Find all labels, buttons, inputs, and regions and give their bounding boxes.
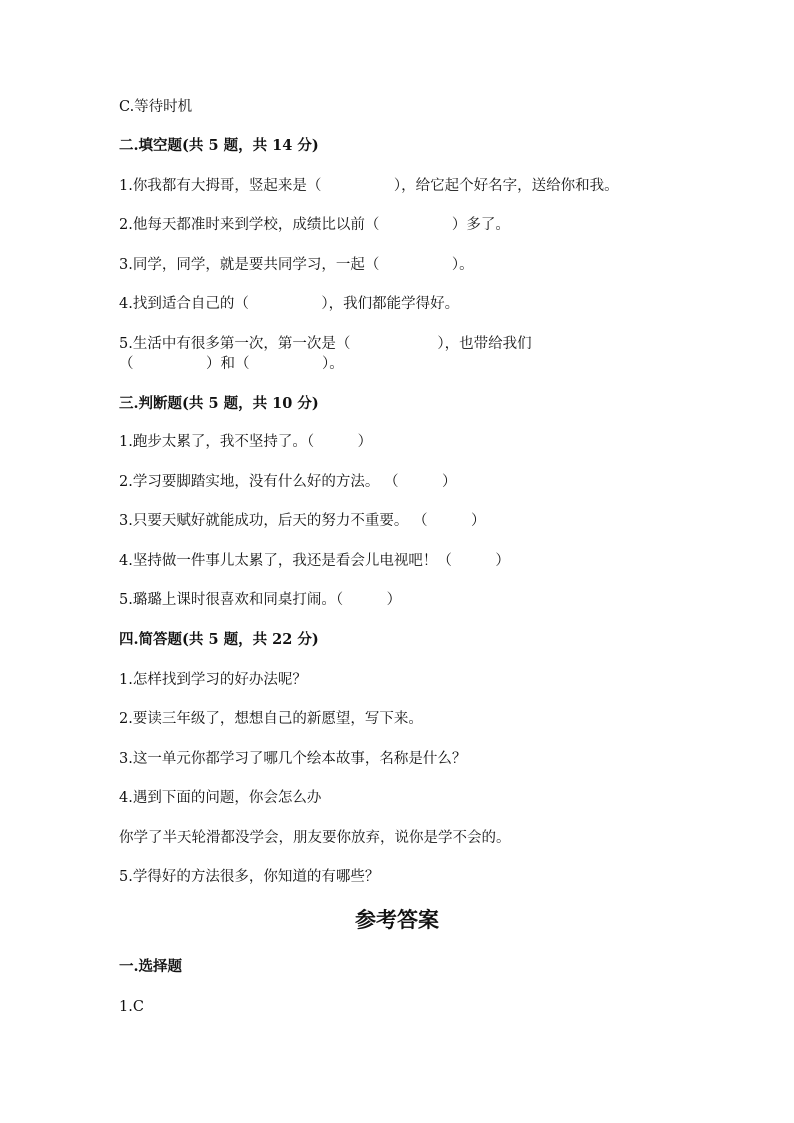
true-false-item: 5.璐璐上课时很喜欢和同桌打闹。（ ）	[119, 592, 402, 608]
short-answer-item: 1.怎样找到学习的好办法呢？	[119, 672, 307, 688]
short-answer-item: 3.这一单元你都学习了哪几个绘本故事，名称是什么？	[119, 751, 467, 767]
fill-blank-item: 3.同学，同学，就是要共同学习，一起（ ）。	[119, 257, 474, 273]
short-answer-item: 2.要读三年级了，想想自己的新愿望，写下来。	[119, 711, 423, 727]
prev-option-line: C.等待时机	[119, 99, 193, 115]
true-false-item: 2.学习要脚踏实地，没有什么好的方法。 （ ）	[119, 474, 457, 490]
section-heading-short-answer: 四.简答题(共 5 题，共 22 分)	[119, 631, 319, 648]
fill-blank-item: 5.生活中有很多第一次，第一次是（ ），也带给我们	[119, 336, 532, 352]
short-answer-item: 5.学得好的方法很多，你知道的有哪些？	[119, 869, 380, 885]
answers-title: 参考答案	[355, 907, 439, 932]
section-heading-fill-blank: 二.填空题(共 5 题，共 14 分)	[119, 137, 319, 154]
true-false-item: 3.只要天赋好就能成功，后天的努力不重要。 （ ）	[119, 513, 486, 529]
short-answer-item: 4.遇到下面的问题，你会怎么办	[119, 790, 322, 806]
answer-item: 1.C	[119, 999, 144, 1015]
true-false-item: 4.坚持做一件事儿太累了，我还是看会儿电视吧！（ ）	[119, 553, 510, 569]
fill-blank-item: 2.他每天都准时来到学校，成绩比以前（ ）多了。	[119, 217, 510, 233]
short-answer-item: 你学了半天轮滑都没学会，朋友要你放弃，说你是学不会的。	[119, 830, 511, 846]
true-false-item: 1.跑步太累了，我不坚持了。（ ）	[119, 434, 373, 450]
fill-blank-item: 1.你我都有大拇哥，竖起来是（ ），给它起个好名字，送给你和我。	[119, 178, 619, 194]
fill-blank-item: 4.找到适合自己的（ ），我们都能学得好。	[119, 296, 460, 312]
section-heading-true-false: 三.判断题(共 5 题，共 10 分)	[119, 395, 319, 412]
section-heading-answers: 一.选择题	[119, 958, 183, 975]
fill-blank-item-continued: （ ）和（ ）。	[119, 356, 344, 372]
